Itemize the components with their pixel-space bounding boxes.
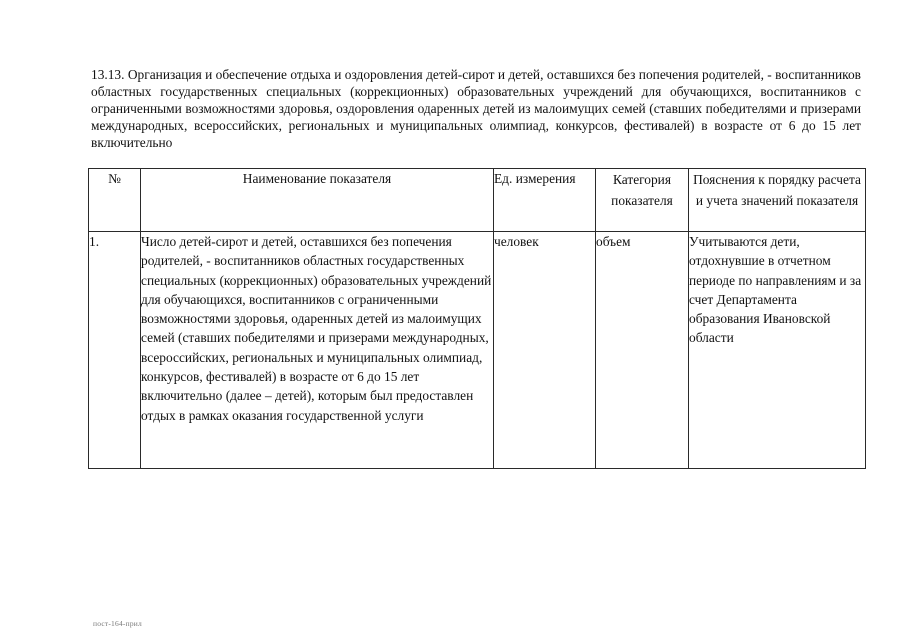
table-header-row (89, 169, 866, 232)
footer-document-code: пост-164-прил (93, 619, 142, 628)
header-category: Категория показателя (596, 169, 689, 232)
row-indicator-name: Число детей-сирот и детей, оставшихся без попечения родителей, - воспитанников областных государственных специальных (коррекционных) образовательных учреждений для обучающихся, воспитанников с ограниченными возможностями здоровья, одаренных детей из малоимущих семей (ставших победителями и призерами международных, всероссийских, региональных и муниципальных олимпиад, конкурсов, фестивалей) в возрасте от 6 до 15 лет включительно (далее – детей), которым был предоставлен отдых в рамках оказания государственной услуги (141, 232, 494, 469)
header-number: № (89, 169, 141, 232)
header-unit: Ед. измерения (494, 169, 596, 232)
table-row (89, 232, 866, 469)
row-category: объем (596, 232, 689, 469)
header-notes: Пояснения к порядку расчета и учета значений показателя (689, 169, 866, 232)
row-number: 1. (89, 232, 141, 469)
row-unit: человек (494, 232, 596, 469)
indicators-table (88, 168, 866, 469)
section-heading: 13.13. Организация и обеспечение отдыха и оздоровления детей-сирот и детей, оставшихся без попечения родителей, - воспитанников областных государственных специальных (коррекционных) образовательных учреждений для обучающихся, воспитанников с ограниченными возможностями здоровья, оздоровления одаренных детей из малоимущих семей (ставших победителями и призерами международных, всероссийских, региональных и муниципальных олимпиад, конкурсов, фестивалей) в возрасте от 6 до 15 лет включительно (91, 67, 861, 150)
row-notes: Учитываются дети, отдохнувшие в отчетном периоде по направлениям и за счет Департамента образования Ивановской области (689, 232, 866, 469)
header-indicator-name: Наименование показателя (141, 169, 494, 232)
